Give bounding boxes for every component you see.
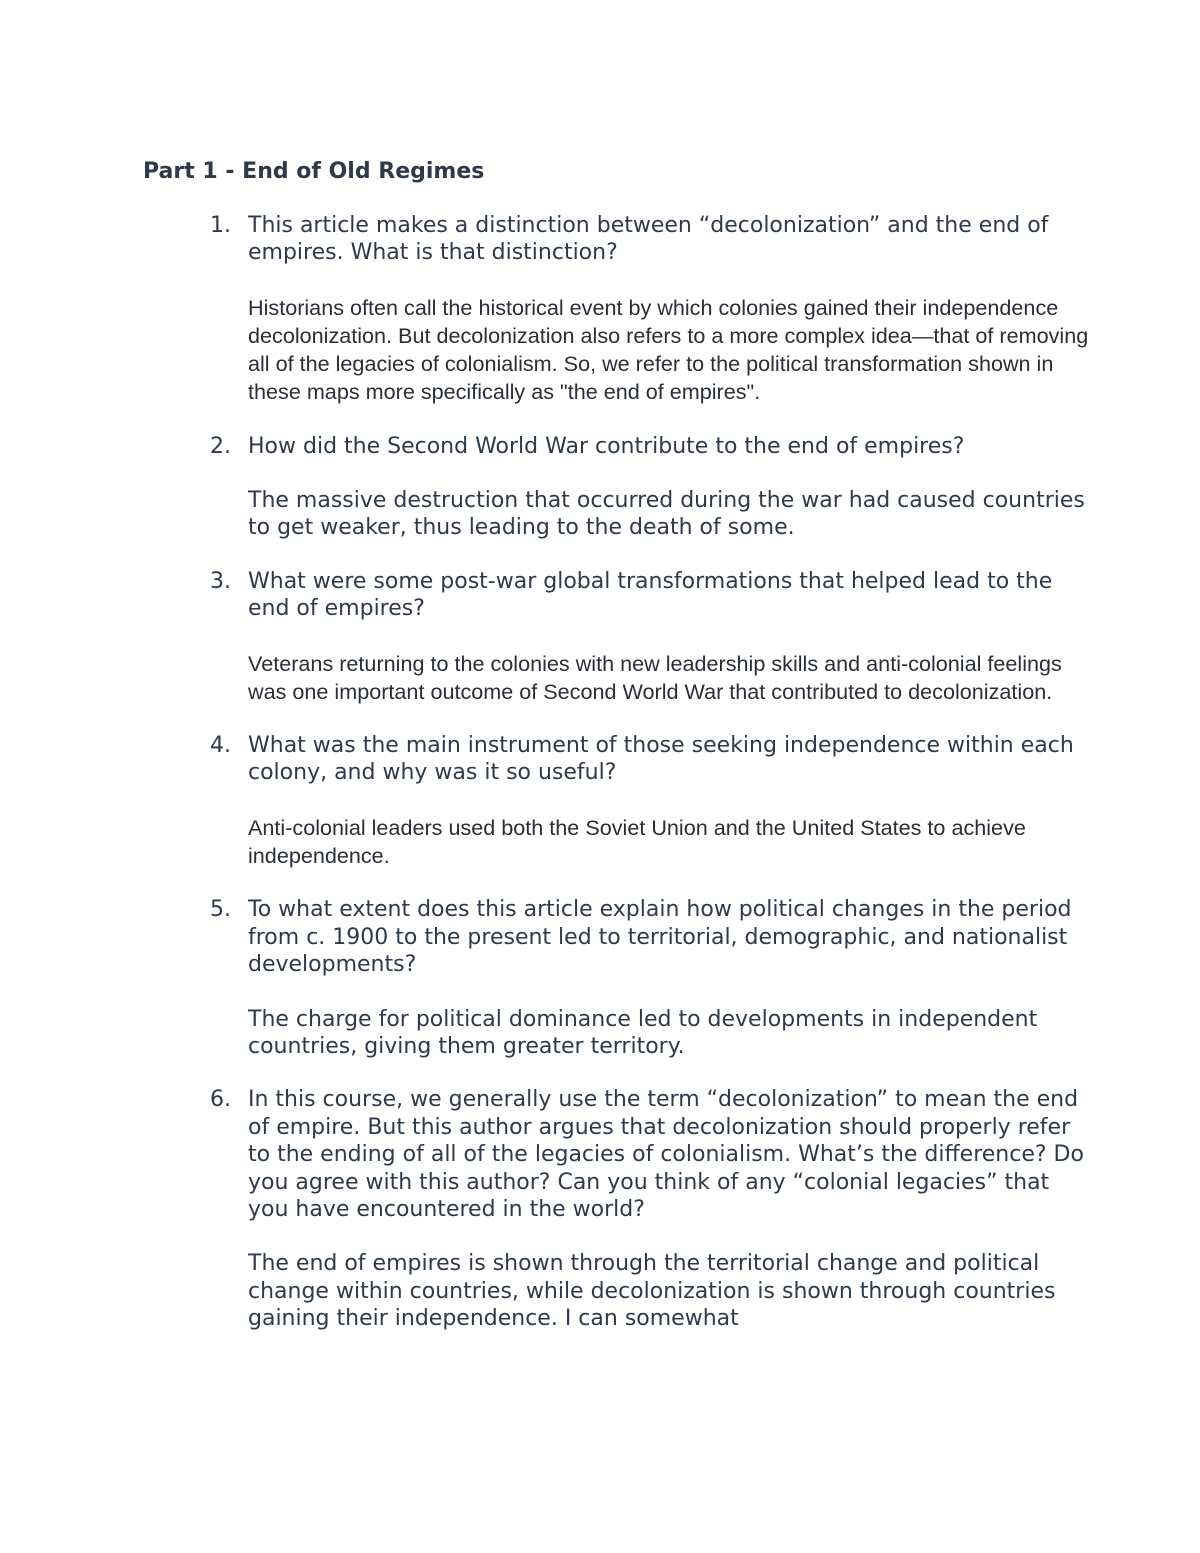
question-text: In this course, we generally use the term “decolonization” to mean the end of empire. But this author argues that decolonization should properly refer to the ending of all of the legacies of colonialism. What’s the difference? Do you agree with this author? Can you think of any “colonial legacies” that you have encountered in the world? [248,1087,1084,1222]
question-number: 5. [210,897,231,923]
question-text: What were some post-war global transformations that helped lead to the end of empires? [248,568,1053,622]
answer-text: Veterans returning to the colonies with new leadership skills and anti-colonial feelings was one important outcome of Second World War that contributed to decolonization. [248,650,1062,704]
answer-text: The charge for political dominance led to developments in independent countries, giving them greater territory. [248,1006,1038,1059]
answer-text: The massive destruction that occurred during the war had caused countries to get weaker, thus leading to the death of some. [248,488,1085,541]
question-item-3 [210,568,1090,706]
question-text: What was the main instrument of those seeking independence within each colony, and why was it so useful? [248,733,1074,786]
question-number: 1. [210,213,231,238]
question-number: 3. [210,568,231,594]
question-item-5 [210,896,1090,1060]
question-text: This article makes a distinction between “decolonization” and the end of empires. What is that distinction? [248,213,1049,266]
answer-text: Historians often call the historical event by which colonies gained their independence decolonization. But decolonization also refers to a more complex idea—that of removing all of the legacies of colonialism. So, we refer to the political transformation shown in these maps more specifically as "the end of empires". [248,294,1089,405]
question-text: How did the Second World War contribute to the end of empires? [248,433,965,459]
answer-text: Anti-colonial leaders used both the Soviet Union and the United States to achieve independence. [248,814,1026,869]
question-item-4 [210,732,1090,870]
question-text: To what extent does this article explain how political changes in the period from c. 1900 to the present led to territorial, demographic, and nationalist developments? [248,897,1072,978]
question-item-2 [210,433,1090,542]
question-number: 6. [210,1087,231,1113]
section-heading: Part 1 - End of Old Regimes [143,159,485,184]
question-number: 4. [210,733,231,759]
question-item-1 [210,212,1090,407]
question-number: 2. [210,433,231,459]
question-item-6 [210,1086,1090,1332]
answer-text: The end of empires is shown through the territorial change and political change within countries, while decolonization is shown through countries gaining their independence. I can somewhat [248,1251,1056,1332]
question-list [210,212,1090,1333]
